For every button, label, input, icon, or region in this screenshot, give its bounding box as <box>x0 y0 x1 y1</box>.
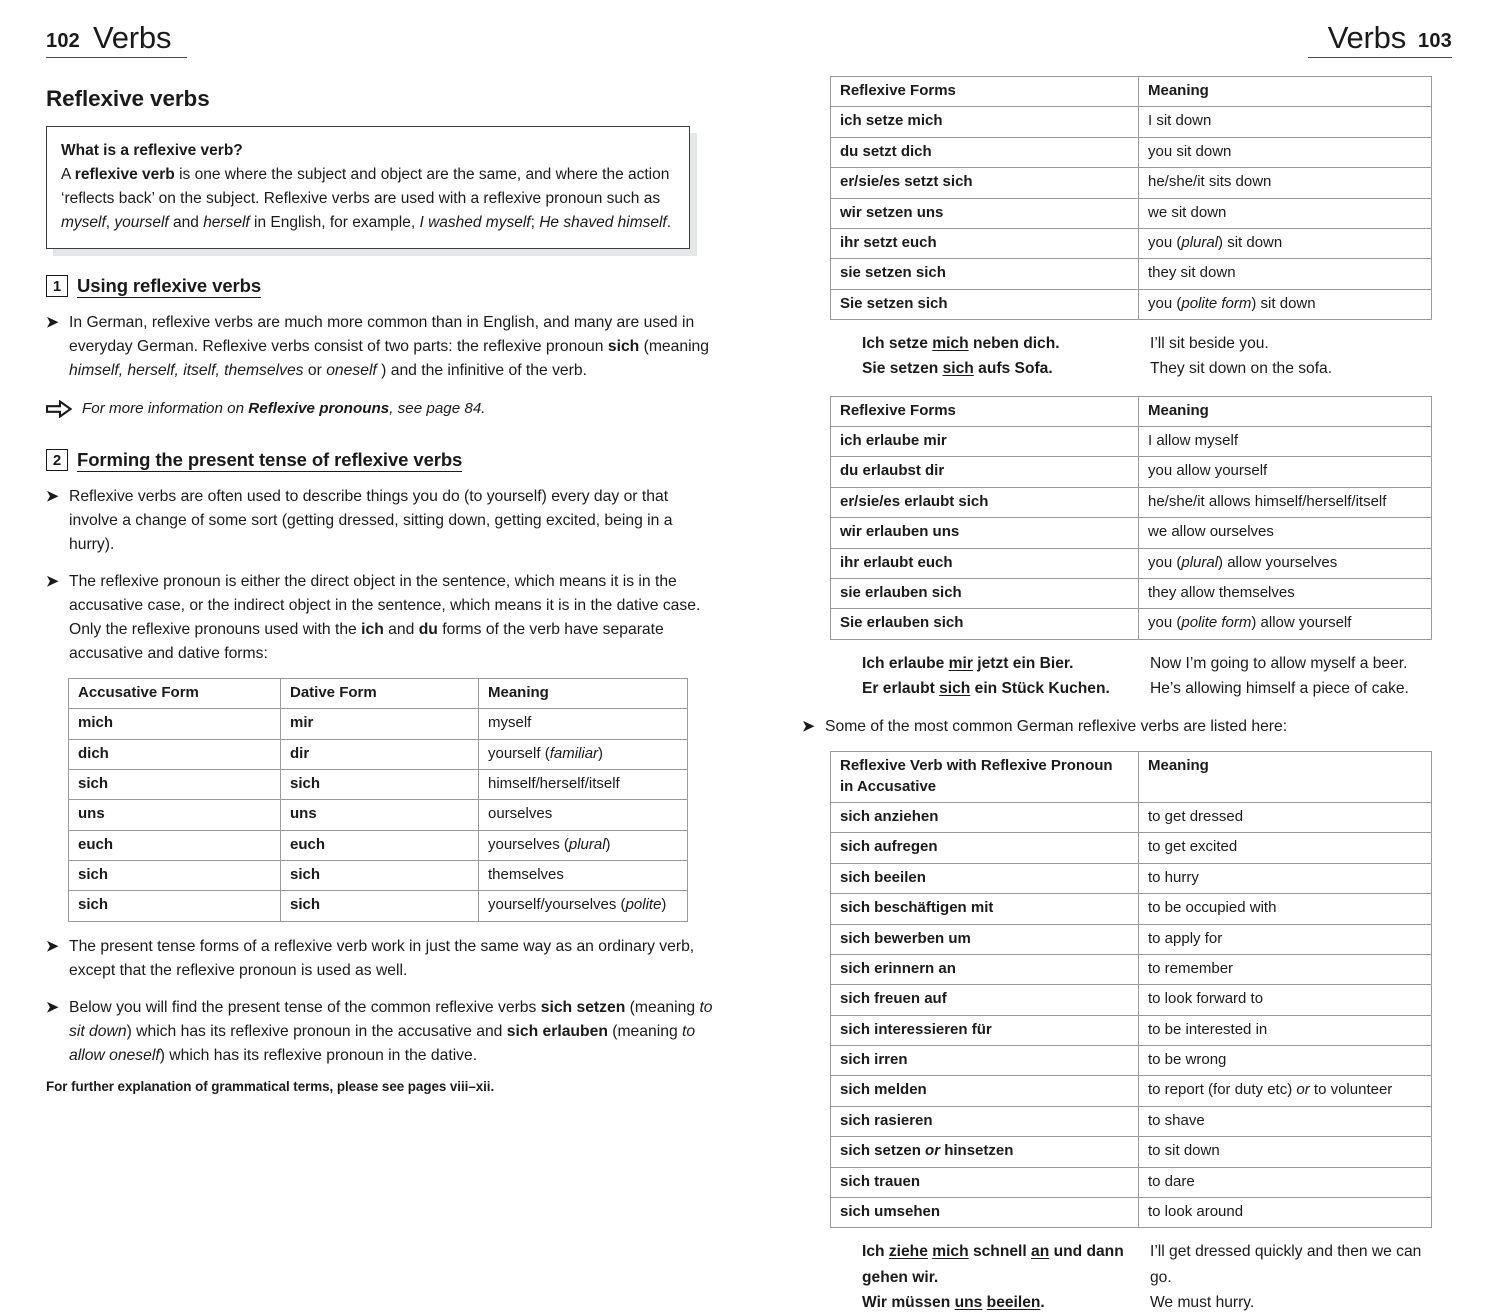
table-header-row <box>69 678 688 708</box>
setzen-examples <box>862 331 1348 382</box>
table-row <box>831 518 1432 548</box>
bullet-item <box>802 715 1452 739</box>
cell-meaning: to be wrong <box>1139 1046 1432 1076</box>
section-label-1: Using reflexive verbs <box>77 275 262 297</box>
cell-form: Sie setzen sich <box>831 289 1139 319</box>
table-row <box>831 548 1432 578</box>
example-german: Er erlaubt sich ein Stück Kuchen. <box>862 680 1110 697</box>
table-row <box>69 769 688 799</box>
bullet-text: Some of the most common German reflexive verbs are listed here: <box>825 718 1288 736</box>
cell-form: sich <box>69 861 281 891</box>
cell-form: sich irren <box>831 1046 1139 1076</box>
cell-meaning: himself/herself/itself <box>479 769 688 799</box>
bullet-item <box>46 935 720 983</box>
right-page <box>750 0 1500 1311</box>
table-row <box>831 578 1432 608</box>
table-row <box>831 168 1432 198</box>
bullet-text: Below you will find the present tense of the common reflexive verbs sich setzen (meaning to sit down) which has its reflexive pronoun in the accusative and sich erlauben (meaning to allow oneself) which has its reflexive pronoun in the dative. <box>69 998 713 1064</box>
page-number-left: 102 <box>46 30 80 52</box>
arrow-bullet-icon: ➤ <box>46 937 59 955</box>
table-row <box>69 709 688 739</box>
cell-form: uns <box>281 800 479 830</box>
column-header: Accusative Form <box>69 678 281 708</box>
bullet-item <box>46 996 720 1068</box>
erlauben-table-body <box>831 427 1432 640</box>
bullet-text: The reflexive pronoun is either the direct object in the sentence, which means it is in the accusative case, or the indirect object in the sentence, which means it is in the dative case. Only the reflexive pronouns used with the ich and du forms of the verb have separate accusative and dative forms: <box>69 572 701 662</box>
cell-meaning: to apply for <box>1139 924 1432 954</box>
table-row <box>831 1106 1432 1136</box>
table-row <box>831 289 1432 319</box>
table-row <box>69 830 688 860</box>
table-row <box>831 487 1432 517</box>
column-header: Meaning <box>1139 77 1432 107</box>
cell-form: dir <box>281 739 479 769</box>
cell-form: sich <box>69 769 281 799</box>
table-row <box>69 861 688 891</box>
table-header-row <box>831 396 1432 426</box>
cell-meaning: I sit down <box>1139 107 1432 137</box>
page-title: Reflexive verbs <box>46 86 210 111</box>
table-row <box>831 894 1432 924</box>
cell-form: ich erlaube mir <box>831 427 1139 457</box>
cell-meaning: to dare <box>1139 1167 1432 1197</box>
cell-form: sich anziehen <box>831 802 1139 832</box>
callout-body: A reflexive verb is one where the subject and object are the same, and where the action ‘reflects back’ on the subject. Reflexive verbs are used with a reflexive pronoun such as myself, yourself and herself in English, for example, I washed myself; He shaved himself. <box>61 166 672 231</box>
cell-form: euch <box>281 830 479 860</box>
cell-meaning: to remember <box>1139 954 1432 984</box>
cell-form: sich <box>281 769 479 799</box>
table-row <box>831 1076 1432 1106</box>
running-head-title-left: Verbs <box>92 20 172 55</box>
erlauben-examples <box>862 651 1425 702</box>
example-german: Ich setze mich neben dich. <box>862 335 1060 353</box>
table-row <box>831 228 1432 258</box>
cell-form: sich <box>281 861 479 891</box>
cell-form: ihr erlaubt euch <box>831 548 1139 578</box>
table-row <box>69 739 688 769</box>
section-label-2: Forming the present tense of reflexive verbs <box>77 449 463 471</box>
table-row <box>69 800 688 830</box>
table-row <box>831 457 1432 487</box>
cell-meaning: you sit down <box>1139 137 1432 167</box>
table-row <box>831 259 1432 289</box>
table-row <box>831 198 1432 228</box>
pronoun-table-body <box>69 709 688 922</box>
cell-meaning: to shave <box>1139 1106 1432 1136</box>
cell-form: sie setzen sich <box>831 259 1139 289</box>
example-english: Now I’m going to allow myself a beer. <box>1150 654 1408 672</box>
column-header: Meaning <box>1139 396 1432 426</box>
example-english: We must hurry. <box>1150 1293 1255 1311</box>
cell-form: sich umsehen <box>831 1198 1139 1228</box>
cell-form: wir erlauben uns <box>831 518 1139 548</box>
cell-meaning: to get excited <box>1139 833 1432 863</box>
cell-form: sich setzen or hinsetzen <box>831 1137 1139 1167</box>
arrow-bullet-icon: ➤ <box>46 314 59 332</box>
table-row <box>831 924 1432 954</box>
table-row <box>831 107 1432 137</box>
bullet-item <box>46 570 720 666</box>
cell-form: mich <box>69 709 281 739</box>
arrow-bullet-icon: ➤ <box>46 572 59 590</box>
cell-meaning: ourselves <box>479 800 688 830</box>
cell-form: Sie erlauben sich <box>831 609 1139 639</box>
table-header-row <box>831 752 1432 803</box>
cell-meaning: to get dressed <box>1139 802 1432 832</box>
cell-meaning: myself <box>479 709 688 739</box>
cell-form: sich interessieren für <box>831 1015 1139 1045</box>
erlauben-conjugation-table <box>830 396 1432 640</box>
cell-meaning: you (polite form) allow yourself <box>1139 609 1432 639</box>
setzen-table-body <box>831 107 1432 320</box>
cross-reference-text: For more information on Reflexive pronouns, see page 84. <box>82 400 486 418</box>
bullet-item <box>46 311 720 383</box>
bullet-text: Reflexive verbs are often used to describe things you do (to yourself) every day or that involve a change of some sort (getting dressed, sitting down, getting excited, being in a hurry). <box>69 488 673 554</box>
cell-form: sich bewerben um <box>831 924 1139 954</box>
cell-meaning: to hurry <box>1139 863 1432 893</box>
cell-form: sich rasieren <box>831 1106 1139 1136</box>
cross-reference-note <box>46 398 720 423</box>
cell-meaning: they sit down <box>1139 259 1432 289</box>
cell-form: ich setze mich <box>831 107 1139 137</box>
running-head-left <box>46 22 187 58</box>
example-row <box>862 651 1425 676</box>
example-german: Wir müssen uns beeilen. <box>862 1293 1045 1311</box>
cell-form: sich <box>281 891 479 921</box>
cell-form: mir <box>281 709 479 739</box>
cell-meaning: he/she/it sits down <box>1139 168 1432 198</box>
example-row <box>862 676 1425 701</box>
column-header: Meaning <box>1139 752 1432 803</box>
table-row <box>831 1046 1432 1076</box>
cell-meaning: you (plural) sit down <box>1139 228 1432 258</box>
common-reflexive-verbs-table <box>830 751 1432 1228</box>
running-head-right <box>1308 22 1452 58</box>
table-row <box>831 833 1432 863</box>
cell-meaning: to be occupied with <box>1139 894 1432 924</box>
page-number-right: 103 <box>1418 30 1452 52</box>
cell-form: dich <box>69 739 281 769</box>
definition-callout <box>46 126 690 249</box>
bullet-text: In German, reflexive verbs are much more common than in English, and many are used in everyday German. Reflexive verbs consist of two parts: the reflexive pronoun sich (meaning himself, herself, itself, themselves or oneself ) and the infinitive of the verb. <box>69 314 710 380</box>
example-german: Sie setzen sich aufs Sofa. <box>862 360 1053 378</box>
table-header-row <box>831 77 1432 107</box>
arrow-bullet-icon: ➤ <box>802 718 815 736</box>
cell-meaning: to sit down <box>1139 1137 1432 1167</box>
cell-form: sie erlauben sich <box>831 578 1139 608</box>
column-header: Reflexive Forms <box>831 396 1139 426</box>
cell-form: er/sie/es erlaubt sich <box>831 487 1139 517</box>
cell-meaning: we allow ourselves <box>1139 518 1432 548</box>
cell-meaning: to look around <box>1139 1198 1432 1228</box>
section-number-2: 2 <box>46 449 68 471</box>
table-row <box>69 891 688 921</box>
column-header: Meaning <box>479 678 688 708</box>
bullet-item <box>46 485 720 557</box>
table-row <box>831 863 1432 893</box>
arrow-bullet-icon: ➤ <box>46 488 59 506</box>
running-head-title-right: Verbs <box>1327 20 1407 55</box>
cell-meaning: you allow yourself <box>1139 457 1432 487</box>
cell-meaning: you (plural) allow yourselves <box>1139 548 1432 578</box>
cell-form: er/sie/es setzt sich <box>831 168 1139 198</box>
example-german: Ich ziehe mich schnell an und dann gehen wir. <box>862 1243 1124 1286</box>
footer-note: For further explanation of grammatical terms, please see pages viii–xii. <box>46 1079 495 1094</box>
example-row <box>862 331 1348 356</box>
cell-meaning: they allow themselves <box>1139 578 1432 608</box>
cell-form: du setzt dich <box>831 137 1139 167</box>
cell-meaning: he/she/it allows himself/herself/itself <box>1139 487 1432 517</box>
cell-form: du erlaubst dir <box>831 457 1139 487</box>
bullet-text: The present tense forms of a reflexive verb work in just the same way as an ordinary verb, except that the reflexive pronoun is used as well. <box>69 937 695 979</box>
cell-form: sich aufregen <box>831 833 1139 863</box>
example-german: Ich erlaube mir jetzt ein Bier. <box>862 654 1074 672</box>
block-arrow-right-icon <box>46 398 82 423</box>
cell-form: euch <box>69 830 281 860</box>
cell-meaning: yourselves (plural) <box>479 830 688 860</box>
example-english: I’ll sit beside you. <box>1150 335 1269 353</box>
table-row <box>831 427 1432 457</box>
cell-meaning: I allow myself <box>1139 427 1432 457</box>
arrow-bullet-icon: ➤ <box>46 998 59 1016</box>
cell-meaning: we sit down <box>1139 198 1432 228</box>
cell-meaning: you (polite form) sit down <box>1139 289 1432 319</box>
column-header: Reflexive Forms <box>831 77 1139 107</box>
cell-form: sich freuen auf <box>831 985 1139 1015</box>
table-row <box>831 137 1432 167</box>
cell-form: sich <box>69 891 281 921</box>
example-english: I’ll get dressed quickly and then we can go. <box>1150 1243 1422 1286</box>
cell-meaning: to be interested in <box>1139 1015 1432 1045</box>
common-verb-examples <box>862 1239 1452 1315</box>
column-header: Reflexive Verb with Reflexive Pronoun in Accusative <box>831 752 1139 803</box>
cell-form: sich erinnern an <box>831 954 1139 984</box>
table-row <box>831 802 1432 832</box>
table-row <box>831 1198 1432 1228</box>
section-number-1: 1 <box>46 275 68 297</box>
cell-form: ihr setzt euch <box>831 228 1139 258</box>
example-english: He’s allowing himself a piece of cake. <box>1150 680 1409 697</box>
table-row <box>831 954 1432 984</box>
cell-form: sich beschäftigen mit <box>831 894 1139 924</box>
pronoun-forms-table <box>68 678 688 922</box>
table-row <box>831 1015 1432 1045</box>
cell-meaning: themselves <box>479 861 688 891</box>
cell-meaning: to report (for duty etc) or to volunteer <box>1139 1076 1432 1106</box>
callout-question: What is a reflexive verb? <box>61 142 243 159</box>
cell-form: uns <box>69 800 281 830</box>
section-heading-2 <box>46 449 720 472</box>
cell-form: wir setzen uns <box>831 198 1139 228</box>
example-row <box>862 1290 1452 1315</box>
example-row <box>862 356 1348 381</box>
cell-form: sich melden <box>831 1076 1139 1106</box>
common-table-body <box>831 802 1432 1227</box>
section-heading-1 <box>46 275 720 298</box>
column-header: Dative Form <box>281 678 479 708</box>
left-page <box>0 0 750 1136</box>
example-english: They sit down on the sofa. <box>1150 360 1333 378</box>
setzen-conjugation-table <box>830 76 1432 320</box>
table-row <box>831 1167 1432 1197</box>
table-row <box>831 1137 1432 1167</box>
cell-form: sich beeilen <box>831 863 1139 893</box>
cell-form: sich trauen <box>831 1167 1139 1197</box>
table-row <box>831 609 1432 639</box>
cell-meaning: yourself/yourselves (polite) <box>479 891 688 921</box>
table-row <box>831 985 1432 1015</box>
cell-meaning: yourself (familiar) <box>479 739 688 769</box>
example-row <box>862 1239 1452 1290</box>
cell-meaning: to look forward to <box>1139 985 1432 1015</box>
